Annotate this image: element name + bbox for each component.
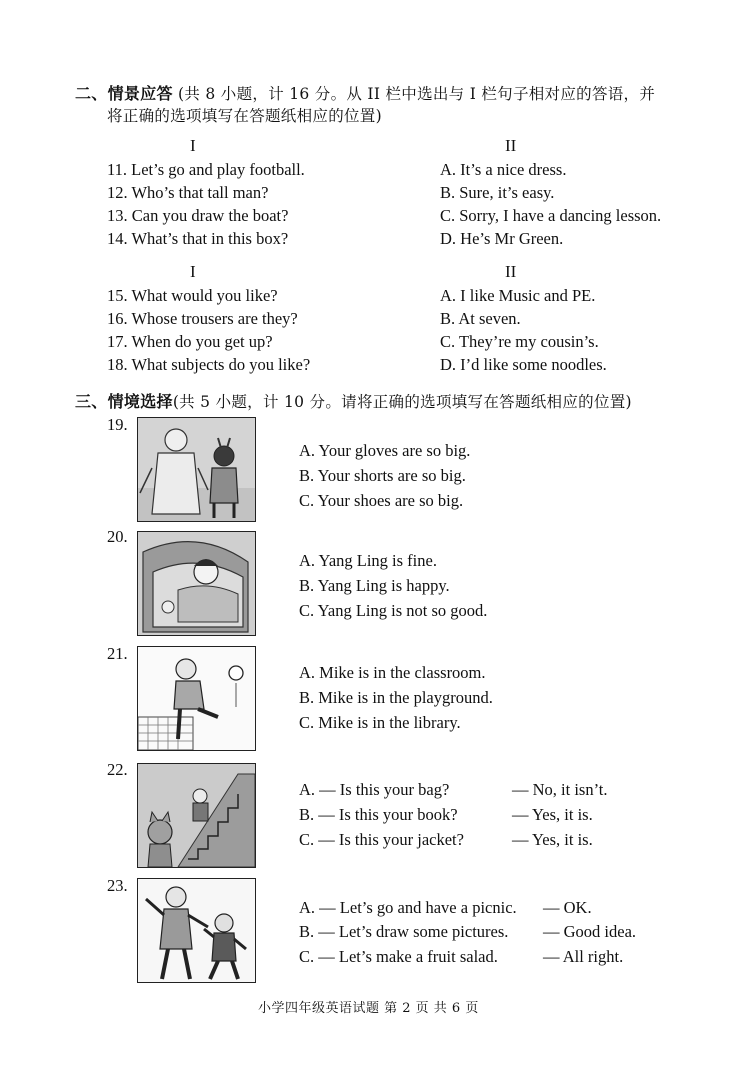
dialogue-answer: — All right. bbox=[543, 947, 624, 966]
question-line: 15. What would you like? bbox=[107, 286, 278, 305]
boy-playing-football-illustration bbox=[137, 646, 256, 751]
question-number: 22. bbox=[107, 760, 128, 779]
section2-instructions: (共 8 小题，计 16 分。从 II 栏中选出与 I 栏句子相对应的答语，并 bbox=[172, 85, 656, 103]
question-line: 11. Let’s go and play football. bbox=[107, 160, 305, 179]
option-line: C. Yang Ling is not so good. bbox=[299, 601, 488, 620]
dialogue-answer: — Yes, it is. bbox=[512, 805, 593, 824]
section2-heading: 二、情景应答 bbox=[75, 84, 173, 103]
option-line: A. Mike is in the classroom. bbox=[299, 663, 486, 682]
question-line: 17. When do you get up? bbox=[107, 332, 273, 351]
question-line: 13. Can you draw the boat? bbox=[107, 206, 289, 225]
girl-sick-in-bed-illustration bbox=[137, 531, 256, 636]
dialogue-answer: — OK. bbox=[543, 898, 592, 917]
question-number: 20. bbox=[107, 527, 128, 546]
question-line: 12. Who’s that tall man? bbox=[107, 183, 269, 202]
answer-line: C. They’re my cousin’s. bbox=[440, 332, 599, 351]
question-number: 21. bbox=[107, 644, 128, 663]
dialogue-question: C. — Let’s make a fruit salad. bbox=[299, 947, 498, 966]
option-line: B. Mike is in the playground. bbox=[299, 688, 493, 707]
column-i-head: I bbox=[190, 136, 196, 155]
dialogue-answer: — No, it isn’t. bbox=[512, 780, 608, 799]
dialogue-question: B. — Let’s draw some pictures. bbox=[299, 922, 509, 941]
option-line: A. Your gloves are so big. bbox=[299, 441, 471, 460]
column-i-head: I bbox=[190, 262, 196, 281]
question-line: 18. What subjects do you like? bbox=[107, 355, 311, 374]
option-line: A. Yang Ling is fine. bbox=[299, 551, 437, 570]
question-number: 23. bbox=[107, 876, 128, 895]
section3-heading: 三、情境选择 bbox=[75, 392, 173, 411]
page-footer: 小学四年级英语试题 第 2 页 共 6 页 bbox=[258, 1001, 479, 1016]
two-boys-dancing-illustration bbox=[137, 878, 256, 983]
option-line: B. Yang Ling is happy. bbox=[299, 576, 450, 595]
dialogue-question: A. — Let’s go and have a picnic. bbox=[299, 898, 517, 917]
question-line: 16. Whose trousers are they? bbox=[107, 309, 298, 328]
dialogue-question: C. — Is this your jacket? bbox=[299, 830, 464, 849]
answer-line: D. He’s Mr Green. bbox=[440, 229, 564, 248]
answer-line: B. Sure, it’s easy. bbox=[440, 183, 555, 202]
column-ii-head: II bbox=[505, 136, 517, 155]
option-line: C. Your shoes are so big. bbox=[299, 491, 464, 510]
question-number: 19. bbox=[107, 415, 128, 434]
section3-title bbox=[75, 389, 632, 412]
answer-line: B. At seven. bbox=[440, 309, 521, 328]
question-line: 14. What’s that in this box? bbox=[107, 229, 289, 248]
answer-line: D. I’d like some noodles. bbox=[440, 355, 607, 374]
dialogue-answer: — Yes, it is. bbox=[512, 830, 593, 849]
cat-on-stairs-illustration bbox=[137, 763, 256, 868]
column-ii-head: II bbox=[505, 262, 517, 281]
answer-line: A. It’s a nice dress. bbox=[440, 160, 567, 179]
option-line: C. Mike is in the library. bbox=[299, 713, 461, 732]
option-line: B. Your shorts are so big. bbox=[299, 466, 466, 485]
answer-line: A. I like Music and PE. bbox=[440, 286, 596, 305]
girl-in-costume-illustration bbox=[137, 417, 256, 522]
section3-instructions: (共 5 小题，计 10 分。请将正确的选项填写在答题纸相应的位置) bbox=[172, 393, 632, 411]
section2-title bbox=[75, 81, 655, 104]
answer-line: C. Sorry, I have a dancing lesson. bbox=[440, 206, 662, 225]
section2-instructions-line2: 将正确的选项填写在答题纸相应的位置) bbox=[107, 107, 382, 125]
dialogue-question: B. — Is this your book? bbox=[299, 805, 458, 824]
dialogue-answer: — Good idea. bbox=[543, 922, 637, 941]
dialogue-question: A. — Is this your bag? bbox=[299, 780, 450, 799]
